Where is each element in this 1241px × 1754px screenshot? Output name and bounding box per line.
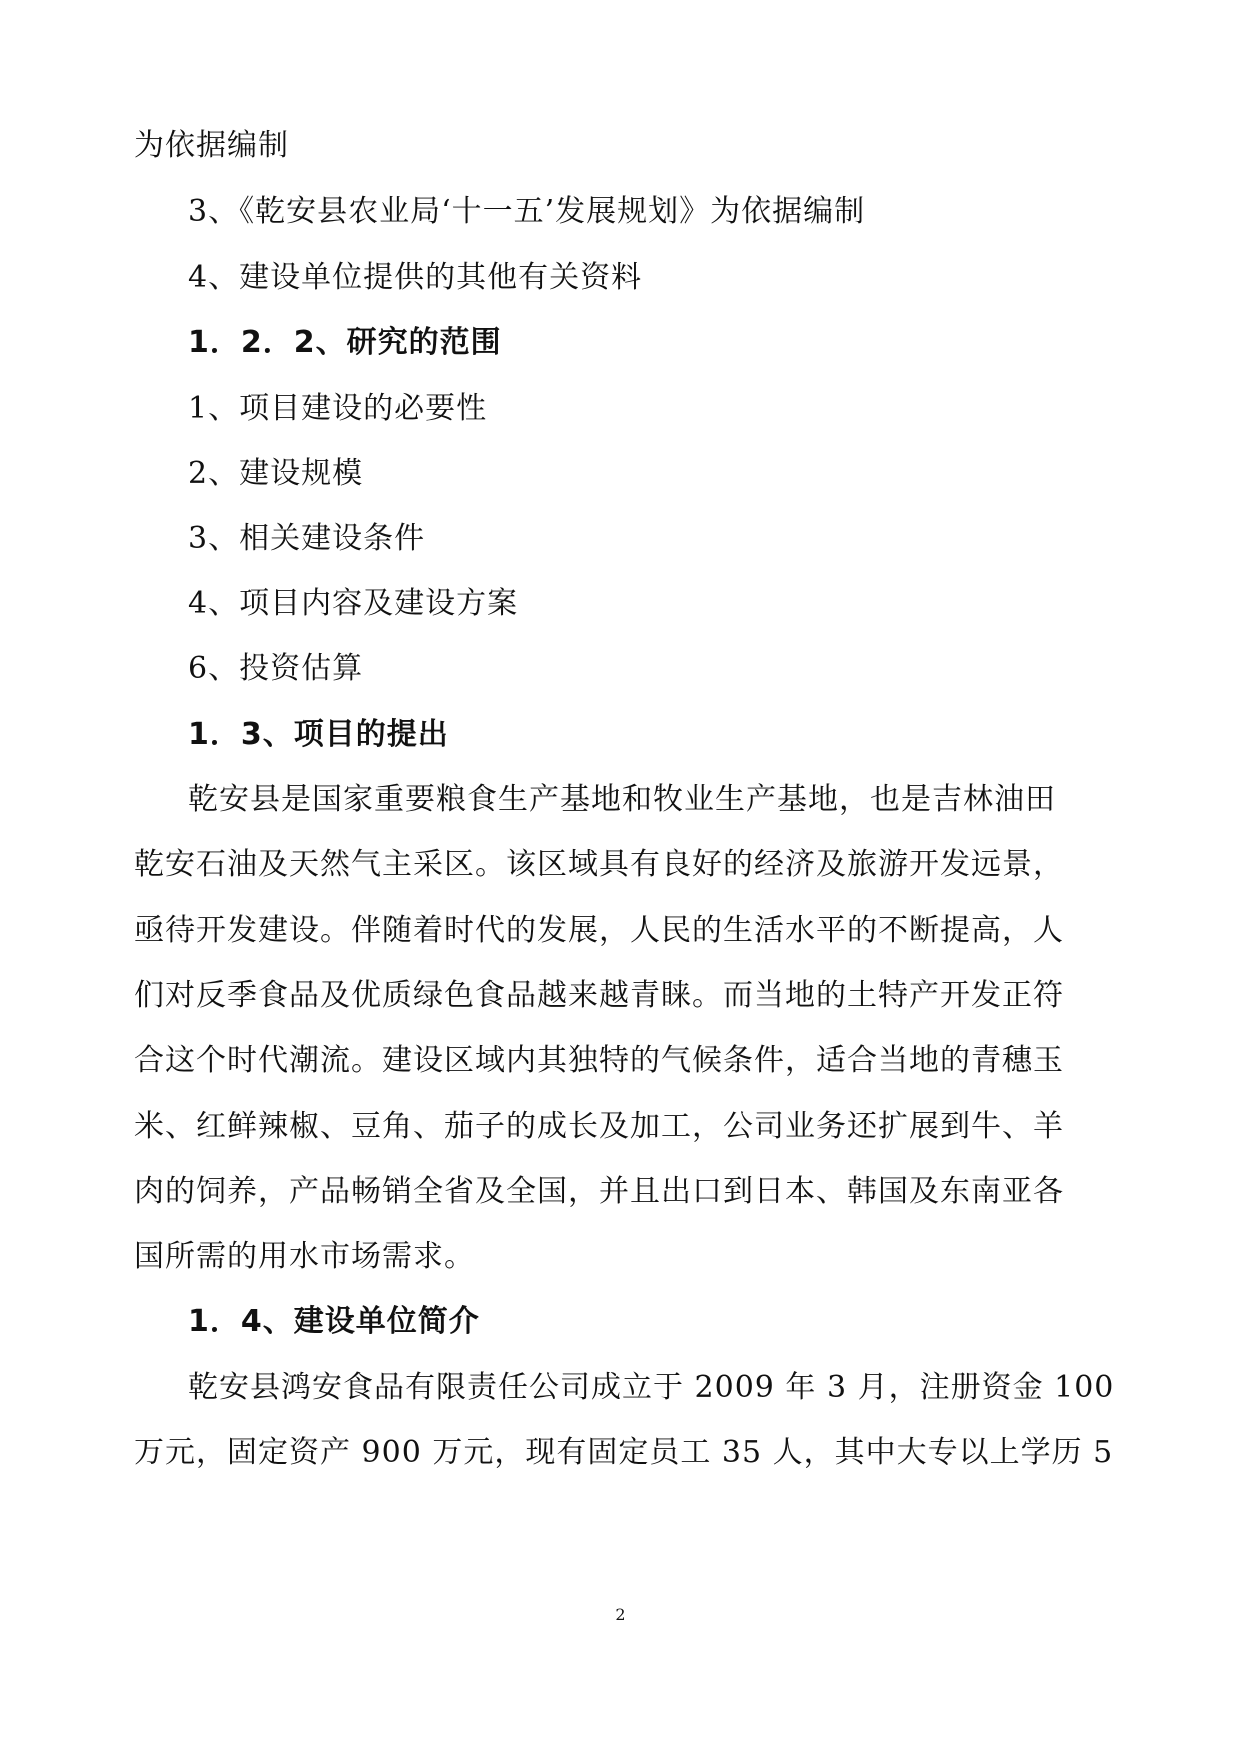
scope-item: 6、投资估算 <box>188 651 364 686</box>
paragraph-line: 乾安石油及天然气主采区。该区域具有良好的经济及旅游开发远景， <box>134 847 1064 882</box>
text-line: 为依据编制 <box>134 128 289 163</box>
scope-item: 3、相关建设条件 <box>188 521 426 556</box>
paragraph-line: 亟待开发建设。伴随着时代的发展，人民的生活水平的不断提高，人 <box>134 913 1064 948</box>
page-number: 2 <box>615 1605 626 1624</box>
paragraph-line: 米、红鲜辣椒、豆角、茄子的成长及加工，公司业务还扩展到牛、羊 <box>134 1109 1064 1144</box>
scope-item: 1、项目建设的必要性 <box>188 391 488 426</box>
scope-item: 2、建设规模 <box>188 456 364 491</box>
section-heading-1-3: 1．3、项目的提出 <box>188 717 449 752</box>
paragraph-line: 合这个时代潮流。建设区域内其独特的气候条件，适合当地的青穗玉 <box>134 1043 1064 1078</box>
paragraph-line: 肉的饲养，产品畅销全省及全国，并且出口到日本、韩国及东南亚各 <box>134 1174 1064 1209</box>
basis-item-4: 4、建设单位提供的其他有关资料 <box>188 260 643 295</box>
paragraph-line: 们对反季食品及优质绿色食品越来越青睐。而当地的土特产开发正符 <box>134 978 1064 1013</box>
paragraph-line: 乾安县鸿安食品有限责任公司成立于 2009 年 3 月，注册资金 100 <box>188 1370 1115 1405</box>
section-heading-1-2-2: 1．2．2、研究的范围 <box>188 325 502 360</box>
section-heading-1-4: 1．4、建设单位简介 <box>188 1304 480 1339</box>
paragraph-line: 万元，固定资产 900 万元，现有固定员工 35 人，其中大专以上学历 5 <box>134 1435 1114 1470</box>
scope-item: 4、项目内容及建设方案 <box>188 586 519 621</box>
basis-item-3: 3、《乾安县农业局‘十一五’发展规划》为依据编制 <box>188 194 866 229</box>
paragraph-line: 国所需的用水市场需求。 <box>134 1239 475 1274</box>
paragraph-line: 乾安县是国家重要粮食生产基地和牧业生产基地，也是吉林油田 <box>188 782 1056 817</box>
